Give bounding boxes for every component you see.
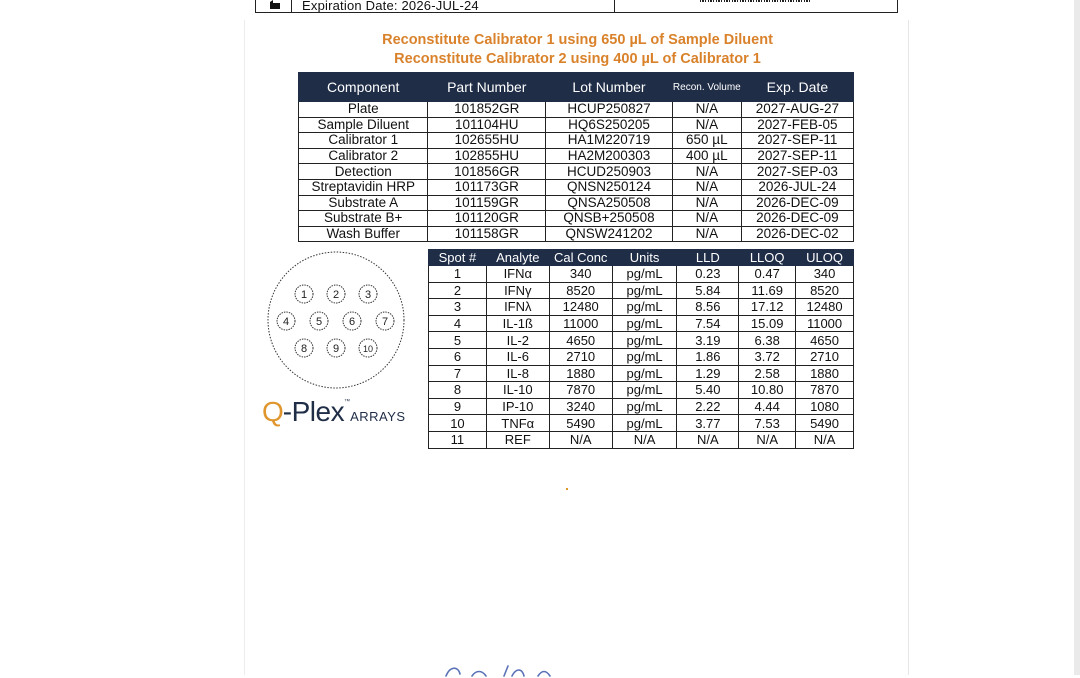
analyte-row: [429, 266, 854, 283]
cell-lloq: 15.09: [739, 315, 796, 332]
col-component: Component: [299, 73, 428, 102]
cell-units: pg/mL: [612, 398, 677, 415]
cell-analyte: IL-1ß: [486, 315, 549, 332]
cell-cal-conc: 1880: [549, 365, 612, 382]
cell-spot: 10: [429, 415, 487, 432]
instruction-calibrator-2: Reconstitute Calibrator 2 using 400 µL of Calibrator 1: [394, 51, 761, 67]
cell-spot: 1: [429, 266, 487, 283]
cell-cal-conc: 11000: [549, 315, 612, 332]
barcode: [700, 0, 812, 2]
cell-lld: 7.54: [677, 315, 739, 332]
cell-analyte: IL-6: [486, 348, 549, 365]
well-spot-label: 4: [282, 316, 290, 328]
cell-cal-conc: 2710: [549, 348, 612, 365]
analyte-row: [429, 431, 854, 448]
cell-part-number: 101852GR: [428, 102, 546, 118]
cell-part-number: 101856GR: [428, 164, 546, 180]
analyte-row: [429, 415, 854, 432]
box-divider: [291, 0, 292, 12]
cell-recon-volume: 650 µL: [672, 133, 741, 149]
cell-exp-date: 2027-SEP-11: [741, 148, 853, 164]
cell-component: Substrate A: [299, 195, 428, 211]
well-spot-label: 10: [362, 344, 374, 354]
cell-spot: 6: [429, 348, 487, 365]
col-spot: Spot #: [429, 250, 487, 266]
cell-units: N/A: [612, 431, 677, 448]
cell-exp-date: 2026-DEC-02: [741, 226, 853, 242]
cell-lld: 2.22: [677, 398, 739, 415]
col-exp-date: Exp. Date: [741, 73, 853, 102]
cell-uloq: 2710: [796, 348, 854, 365]
cell-uloq: 340: [796, 266, 854, 283]
well-spot-label: 7: [381, 316, 389, 328]
cell-lld: 8.56: [677, 299, 739, 316]
col-lld: LLD: [677, 250, 739, 266]
cell-exp-date: 2027-SEP-03: [741, 164, 853, 180]
cell-lld: 5.84: [677, 282, 739, 299]
cell-exp-date: 2027-SEP-11: [741, 133, 853, 149]
cell-analyte: IFNα: [486, 266, 549, 283]
analyte-row: [429, 348, 854, 365]
hourglass-icon: [270, 0, 280, 9]
cell-lot-number: HCUD250903: [546, 164, 673, 180]
cell-lld: N/A: [677, 431, 739, 448]
cell-lloq: 11.69: [739, 282, 796, 299]
cell-recon-volume: N/A: [672, 211, 741, 227]
cell-recon-volume: N/A: [672, 195, 741, 211]
page-edge-right: [908, 20, 909, 675]
cell-component: Substrate B+: [299, 211, 428, 227]
cell-lld: 0.23: [677, 266, 739, 283]
analyte-row: [429, 332, 854, 349]
component-table: [298, 72, 854, 242]
cell-spot: 8: [429, 382, 487, 399]
cell-spot: 2: [429, 282, 487, 299]
cell-uloq: 4650: [796, 332, 854, 349]
cell-units: pg/mL: [612, 315, 677, 332]
cell-component: Plate: [299, 102, 428, 118]
cell-cal-conc: 5490: [549, 415, 612, 432]
col-recon-volume: Recon. Volume: [672, 73, 741, 102]
cell-units: pg/mL: [612, 382, 677, 399]
logo-trademark: ™: [344, 399, 351, 405]
component-table-header: [299, 73, 854, 102]
cell-units: pg/mL: [612, 266, 677, 283]
cell-component: Detection: [299, 164, 428, 180]
analyte-row: [429, 282, 854, 299]
cell-uloq: N/A: [796, 431, 854, 448]
col-uloq: ULOQ: [796, 250, 854, 266]
cell-lot-number: QNSA250508: [546, 195, 673, 211]
cell-exp-date: 2026-JUL-24: [741, 179, 853, 195]
cell-lloq: 6.38: [739, 332, 796, 349]
col-units: Units: [612, 250, 677, 266]
cell-lld: 1.29: [677, 365, 739, 382]
cell-lld: 3.19: [677, 332, 739, 349]
cell-lot-number: QNSB+250508: [546, 211, 673, 227]
instruction-calibrator-1: Reconstitute Calibrator 1 using 650 µL of Sample Diluent: [382, 32, 773, 48]
component-row: [299, 226, 854, 242]
ink-dot: [566, 488, 568, 490]
cell-units: pg/mL: [612, 415, 677, 432]
cell-lld: 1.86: [677, 348, 739, 365]
cell-lld: 5.40: [677, 382, 739, 399]
col-lot-number: Lot Number: [546, 73, 673, 102]
cell-part-number: 102655HU: [428, 133, 546, 149]
component-row: [299, 164, 854, 180]
cell-analyte: IL-8: [486, 365, 549, 382]
cell-recon-volume: N/A: [672, 179, 741, 195]
cell-component: Wash Buffer: [299, 226, 428, 242]
cell-lot-number: HA1M220719: [546, 133, 673, 149]
cell-spot: 9: [429, 398, 487, 415]
cell-analyte: IFNγ: [486, 282, 549, 299]
cell-cal-conc: 340: [549, 266, 612, 283]
cell-analyte: TNFα: [486, 415, 549, 432]
well-spot-label: 6: [348, 316, 356, 328]
cell-analyte: IFNλ: [486, 299, 549, 316]
cell-analyte: IL-10: [486, 382, 549, 399]
cell-recon-volume: N/A: [672, 164, 741, 180]
cell-spot: 4: [429, 315, 487, 332]
analyte-row: [429, 398, 854, 415]
col-part-number: Part Number: [428, 73, 546, 102]
logo-q: Q: [262, 396, 283, 427]
logo-arrays: ARRAYS: [350, 409, 406, 424]
handwritten-signature: [442, 662, 572, 678]
cell-units: pg/mL: [612, 348, 677, 365]
cell-component: Streptavidin HRP: [299, 179, 428, 195]
cell-units: pg/mL: [612, 282, 677, 299]
cell-exp-date: 2027-FEB-05: [741, 117, 853, 133]
expiration-date: Expiration Date: 2026-JUL-24: [302, 0, 479, 13]
col-lloq: LLOQ: [739, 250, 796, 266]
expiration-box: [255, 0, 898, 13]
cell-cal-conc: 8520: [549, 282, 612, 299]
component-row: [299, 117, 854, 133]
cell-component: Calibrator 1: [299, 133, 428, 149]
cell-analyte: IL-2: [486, 332, 549, 349]
cell-part-number: 102855HU: [428, 148, 546, 164]
cell-part-number: 101104HU: [428, 117, 546, 133]
cell-spot: 7: [429, 365, 487, 382]
well-spot-label: 8: [300, 343, 308, 355]
cell-lot-number: QNSW241202: [546, 226, 673, 242]
component-row: [299, 195, 854, 211]
cell-cal-conc: 12480: [549, 299, 612, 316]
page-edge-left: [244, 20, 245, 675]
cell-lot-number: HA2M200303: [546, 148, 673, 164]
cell-analyte: IP-10: [486, 398, 549, 415]
cell-uloq: 11000: [796, 315, 854, 332]
qplex-logo: [262, 396, 406, 428]
well-spot-label: 5: [315, 316, 323, 328]
cell-uloq: 7870: [796, 382, 854, 399]
cell-recon-volume: N/A: [672, 226, 741, 242]
well-spot-label: 1: [300, 289, 308, 301]
cell-units: pg/mL: [612, 299, 677, 316]
cell-exp-date: 2026-DEC-09: [741, 195, 853, 211]
cell-cal-conc: 3240: [549, 398, 612, 415]
cell-part-number: 101120GR: [428, 211, 546, 227]
cell-analyte: REF: [486, 431, 549, 448]
well-spot-diagram: [264, 250, 408, 390]
cell-uloq: 1880: [796, 365, 854, 382]
component-row: [299, 148, 854, 164]
cell-lot-number: HQ6S250205: [546, 117, 673, 133]
cell-part-number: 101159GR: [428, 195, 546, 211]
cell-cal-conc: 4650: [549, 332, 612, 349]
scan-border: [1074, 0, 1080, 675]
cell-lloq: 4.44: [739, 398, 796, 415]
well-spot-label: 9: [332, 343, 340, 355]
cell-uloq: 5490: [796, 415, 854, 432]
component-row: [299, 179, 854, 195]
cell-component: Calibrator 2: [299, 148, 428, 164]
cell-uloq: 12480: [796, 299, 854, 316]
cell-lot-number: QNSN250124: [546, 179, 673, 195]
cell-recon-volume: N/A: [672, 102, 741, 118]
cell-uloq: 1080: [796, 398, 854, 415]
component-row: [299, 133, 854, 149]
cell-lloq: N/A: [739, 431, 796, 448]
cell-lloq: 10.80: [739, 382, 796, 399]
analyte-table: [428, 249, 854, 449]
component-row: [299, 211, 854, 227]
cell-spot: 11: [429, 431, 487, 448]
component-row: [299, 102, 854, 118]
cell-spot: 3: [429, 299, 487, 316]
analyte-row: [429, 365, 854, 382]
analyte-table-header: [429, 250, 854, 266]
box-divider: [614, 0, 615, 12]
analyte-row: [429, 382, 854, 399]
col-cal-conc: Cal Conc: [549, 250, 612, 266]
cell-units: pg/mL: [612, 332, 677, 349]
cell-recon-volume: N/A: [672, 117, 741, 133]
cell-component: Sample Diluent: [299, 117, 428, 133]
logo-plex: -Plex: [282, 396, 345, 427]
analyte-row: [429, 315, 854, 332]
cell-spot: 5: [429, 332, 487, 349]
analyte-row: [429, 299, 854, 316]
well-spot-label: 2: [332, 289, 340, 301]
cell-lloq: 7.53: [739, 415, 796, 432]
cell-units: pg/mL: [612, 365, 677, 382]
cell-uloq: 8520: [796, 282, 854, 299]
cell-cal-conc: 7870: [549, 382, 612, 399]
cell-lloq: 0.47: [739, 266, 796, 283]
cell-part-number: 101158GR: [428, 226, 546, 242]
cell-cal-conc: N/A: [549, 431, 612, 448]
cell-part-number: 101173GR: [428, 179, 546, 195]
cell-lloq: 2.58: [739, 365, 796, 382]
cell-exp-date: 2026-DEC-09: [741, 211, 853, 227]
cell-exp-date: 2027-AUG-27: [741, 102, 853, 118]
cell-lloq: 3.72: [739, 348, 796, 365]
cell-recon-volume: 400 µL: [672, 148, 741, 164]
cell-lot-number: HCUP250827: [546, 102, 673, 118]
cell-lld: 3.77: [677, 415, 739, 432]
col-analyte: Analyte: [486, 250, 549, 266]
well-spot-label: 3: [364, 289, 372, 301]
cell-lloq: 17.12: [739, 299, 796, 316]
